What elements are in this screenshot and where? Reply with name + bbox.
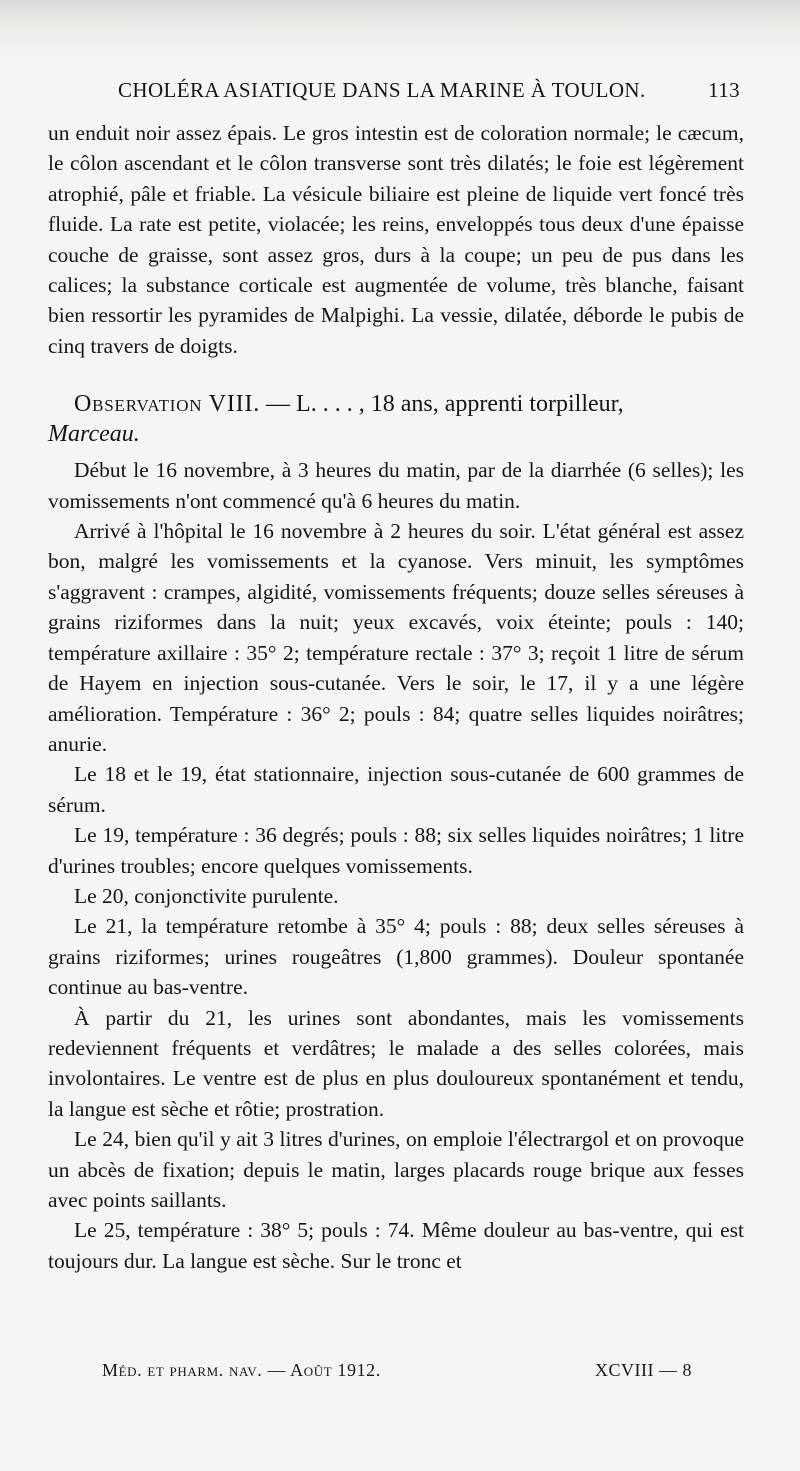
paragraph: Le 18 et le 19, état stationnaire, injection sous-cutanée de 600 grammes de sérum. [48, 762, 744, 817]
body-text [48, 118, 744, 1276]
continuation-paragraph: un enduit noir assez épais. Le gros intestin est de coloration normale; le cæcum, le côlon ascendant et le côlon transverse sont très dilatés; le foie est légèrement atrophié, pâle et friable. La vésicule biliaire est pleine de liquide vert foncé très fluide. La rate est petite, violacée; les reins, enveloppés tous deux d'une épaisse couche de graisse, sont assez gros, durs à la coupe; un peu de pus dans les calices; la substance corticale est augmentée de volume, très blanche, faisant bien ressortir les pyramides de Malpighi. La vessie, dilatée, déborde le pubis de cinq travers de doigts. [48, 121, 744, 358]
paragraph: Le 24, bien qu'il y ait 3 litres d'urines, on emploie l'électrargol et on provoque un abcès de fixation; depuis le matin, larges placards rouge brique aux fesses avec points saillants. [48, 1127, 744, 1212]
observation-subject: — L. . . . , 18 ans, apprenti torpilleur, [260, 391, 624, 418]
paragraph: Le 20, conjonctivite purulente. [74, 883, 339, 908]
running-header [118, 78, 740, 106]
observation-place: Marceau. [48, 421, 140, 448]
journal-reference: Méd. et pharm. nav. — Août 1912. [102, 1360, 381, 1380]
signature-mark: XCVIII — 8 [595, 1360, 692, 1380]
observation-heading [48, 389, 744, 449]
page-number: 113 [708, 78, 740, 102]
paragraph: Le 19, température : 36 degrés; pouls : 88; six selles liquides noirâtres; 1 litre d'urines troubles; encore quelques vomissements. [48, 823, 744, 878]
running-title: CHOLÉRA ASIATIQUE DANS LA MARINE À TOULON. [118, 78, 646, 102]
observation-label: Observation VIII. [74, 391, 261, 418]
paragraph: Début le 16 novembre, à 3 heures du matin, par de la diarrhée (6 selles); les vomissements n'ont commencé qu'à 6 heures du matin. [48, 458, 744, 513]
paragraph: Le 21, la température retombe à 35° 4; pouls : 88; deux selles séreuses à grains riziformes; urines rougeâtres (1,800 grammes). Douleur spontanée continue au bas-ventre. [48, 914, 744, 1000]
paragraph: Arrivé à l'hôpital le 16 novembre à 2 heures du soir. L'état général est assez bon, malgré les vomissements et la cyanose. Vers minuit, les symptômes s'aggravent : crampes, algidité, vomissements fréquents; douze selles séreuses à grains riziformes dans la nuit; yeux excavés, voix éteinte; pouls : 140; température axillaire : 35° 2; température rectale : 37° 3; reçoit 1 litre de sérum de Hayem en injection sous-cutanée. Vers le soir, le 17, il y a une légère amélioration. Température : 36° 2; pouls : 84; quatre selles liquides noirâtres; anurie. [48, 519, 744, 756]
paragraph: Le 25, température : 38° 5; pouls : 74. Même douleur au bas-ventre, qui est toujours dur. La langue est sèche. Sur le tronc et [48, 1218, 744, 1273]
page-footer [102, 1360, 692, 1386]
paragraph: À partir du 21, les urines sont abondantes, mais les vomissements redeviennent fréquents et verdâtres; le malade a des selles colorées, mais involontaires. Le ventre est de plus en plus douloureux spontanément et tendu, la langue est sèche et rôtie; prostration. [48, 1005, 744, 1121]
scan-shadow [0, 0, 800, 60]
